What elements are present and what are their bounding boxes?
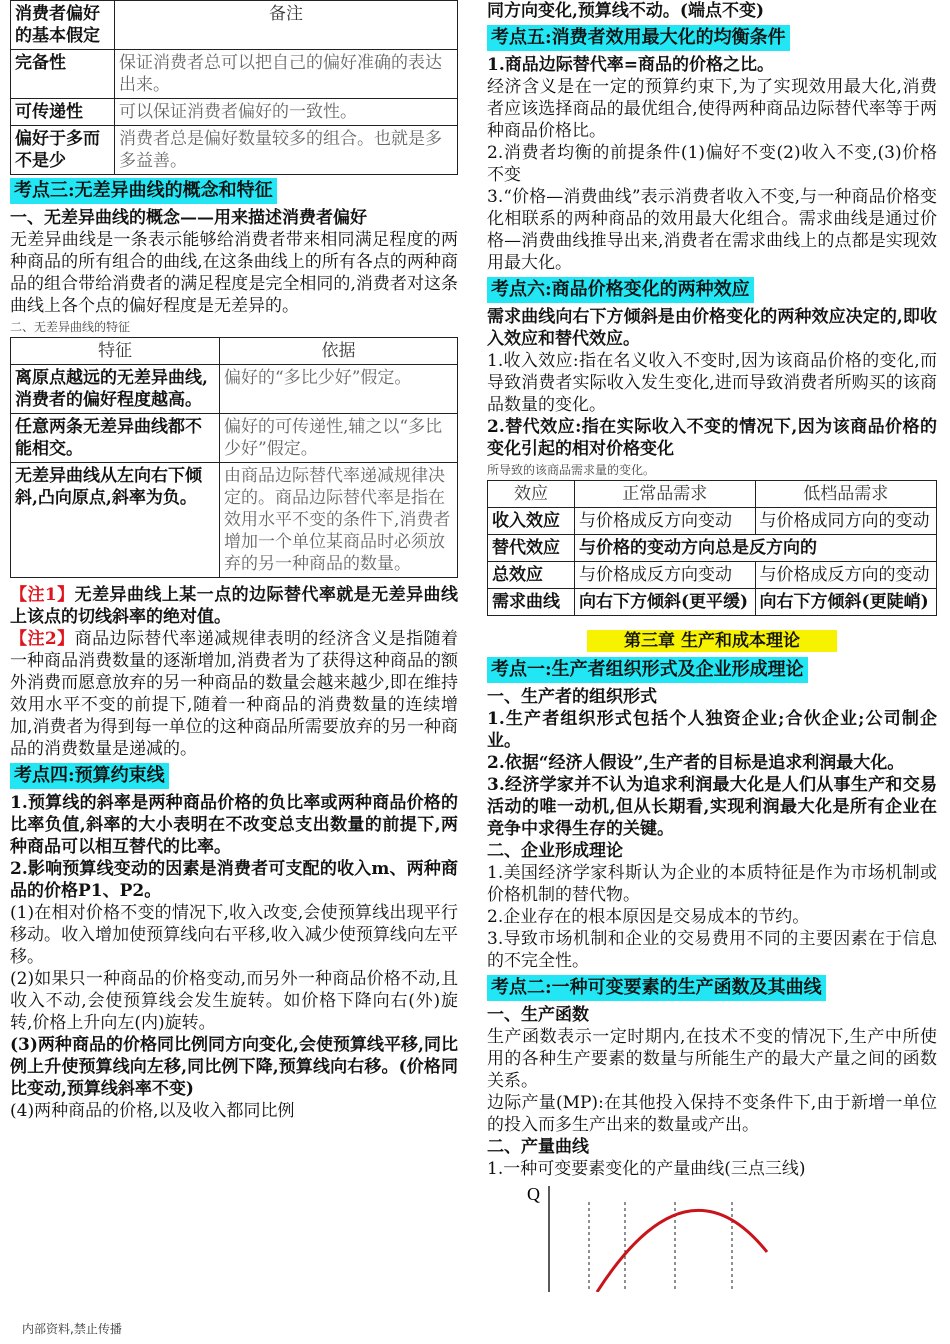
paragraph: 2.消费者均衡的前提条件(1)偏好不变(2)收入不变,(3)价格不变 (487, 143, 937, 185)
table-row (488, 535, 937, 562)
table-cell: 替代效应 (488, 535, 575, 562)
paragraph: 一、生产函数 (487, 1005, 589, 1025)
table-cell: 保证消费者总可以把自己的偏好准确的表达出来。 (115, 50, 458, 99)
table-row (488, 562, 937, 589)
paragraph: 无差异曲线是一条表示能够给消费者带来相同满足程度的两种商品的所有组合的曲线,在这条曲线上的所有各点的两种商品的组合带给消费者的满足程度是完全相同的,消费者对这条曲线上各个点的偏好程度是无差异的。 (10, 230, 458, 316)
paragraph: 2.替代效应:指在实际收入不变的情况下,因为该商品价格的变化引起的相对价格变化 (487, 417, 937, 459)
footer: 内部资料,禁止传播 (22, 1322, 122, 1336)
table-cell: 可以保证消费者偏好的一致性。 (115, 99, 458, 126)
paragraph: 3.经济学家并不认为追求利润最大化是人们从事生产和交易活动的唯一动机,但从长期看,实现利润最大化是所有企业在竞争中求得生存的关键。 (487, 775, 937, 839)
right-column (487, 0, 937, 1316)
paragraph: (2)如果只一种商品的价格变动,而另外一种商品价格不动,且收入不动,会使预算线会发生旋转。如价格下降向右(外)旋转,价格上升向左(内)旋转。 (10, 969, 458, 1033)
table-cell: 偏好的“多比少好”假定。 (220, 365, 458, 414)
paragraph: 1.生产者组织形式包括个人独资企业;合伙企业;公司制企业。 (487, 709, 937, 751)
table-header: 备注 (115, 1, 458, 50)
paragraph: 2.依据“经济人假设”,生产者的目标是追求利润最大化。 (487, 753, 905, 773)
paragraph: 一、生产者的组织形式 (487, 687, 657, 707)
table-row (11, 50, 458, 99)
table-row (488, 589, 937, 616)
table-header: 低档品需求 (755, 481, 936, 508)
table-cell: 任意两条无差异曲线都不能相交。 (11, 414, 220, 463)
table-header: 正常品需求 (575, 481, 756, 508)
paragraph: 2.影响预算线变动的因素是消费者可支配的收入m、两种商品的价格P1、P2。 (10, 859, 458, 901)
price-effect-table (487, 480, 937, 616)
paragraph: 同方向变化,预算线不动。(端点不变) (487, 1, 765, 21)
table-row (11, 414, 458, 463)
table-cell: 与价格成反方向的变动 (755, 562, 936, 589)
preference-assumption-table (10, 0, 458, 175)
left-column (10, 0, 458, 1316)
total-product-curve (597, 1210, 767, 1292)
table-cell: 收入效应 (488, 508, 575, 535)
paragraph: 经济含义是在一定的预算约束下,为了实现效用最大化,消费者应该选择商品的最优组合,使得两种商品边际替代率等于两种商品价格比。 (487, 77, 937, 141)
paragraph: 边际产量(MP):在其他投入保持不变条件下,由于新增一单位的投入而多生产出来的数量或产出。 (487, 1093, 937, 1135)
note-tag: 【注2】 (10, 629, 75, 649)
table-cell: 与价格成反方向变动 (575, 508, 756, 535)
table-row (11, 126, 458, 175)
paragraph: 1.美国经济学家科斯认为企业的本质特征是作为市场机制或价格机制的替代物。 (487, 863, 937, 905)
table-header: 消费者偏好的基本假定 (11, 1, 115, 50)
paragraph: 生产函数表示一定时期内,在技术不变的情况下,生产中所使用的各种生产要素的数量与所能生产的最大产量之间的函数关系。 (487, 1027, 937, 1091)
paragraph: 二、产量曲线 (487, 1137, 589, 1157)
paragraph: 3.“价格—消费曲线”表示消费者收入不变,与一种商品价格变化相联系的两种商品的效用最大化组合。需求曲线是通过价格—消费曲线推导出来,消费者在需求曲线上的点都是实现效用最大化。 (487, 187, 937, 273)
indifference-curve-feature-table (10, 337, 458, 578)
table-header: 特征 (11, 338, 220, 365)
table-cell: 无差异曲线从左向右下倾斜,凸向原点,斜率为负。 (11, 463, 220, 578)
production-curve-figure (487, 1182, 937, 1292)
production-curve-diagram (527, 1182, 907, 1292)
table-cell: 由商品边际替代率递减规律决定的。商品边际替代率是指在效用水平不变的条件下,消费者增加一个单位某商品时必须放弃的另一种商品的数量。 (220, 463, 458, 578)
table-header: 依据 (220, 338, 458, 365)
table-cell: 消费者总是偏好数量较多的组合。也就是多多益善。 (115, 126, 458, 175)
table-cell: 偏好的可传递性,辅之以“多比少好”假定。 (220, 414, 458, 463)
paragraph: 1.收入效应:指在名义收入不变时,因为该商品价格的变化,而导致消费者实际收入发生变化,进而导致消费者所购买的该商品数量的变化。 (487, 351, 937, 415)
section-heading: 考点四:预算约束线 (10, 763, 169, 789)
section-heading: 考点六:商品价格变化的两种效应 (487, 277, 754, 303)
table-row (11, 463, 458, 578)
paragraph: 1.一种可变要素变化的产量曲线(三点三线) (487, 1159, 806, 1179)
table-header: 效应 (488, 481, 575, 508)
table-cell: 与价格成反方向变动 (575, 562, 756, 589)
axis-label-q: Q (527, 1184, 540, 1204)
table-row (11, 99, 458, 126)
section-heading: 考点二:一种可变要素的生产函数及其曲线 (487, 975, 826, 1001)
table-cell: 完备性 (11, 50, 115, 99)
table-cell: 总效应 (488, 562, 575, 589)
paragraph: 一、无差异曲线的概念——用来描述消费者偏好 (10, 208, 367, 228)
table-cell: 向右下方倾斜(更陡峭) (755, 589, 936, 616)
paragraph: (3)两种商品的价格同比例同方向变化,会使预算线平移,同比例上升使预算线向左移,同比例下降,预算线向右移。(价格同比变动,预算线斜率不变) (10, 1035, 458, 1099)
table-row (11, 365, 458, 414)
table-cell: 可传递性 (11, 99, 115, 126)
table-cell: 需求曲线 (488, 589, 575, 616)
table-cell: 向右下方倾斜(更平缓) (575, 589, 756, 616)
table-cell: 与价格成同方向的变动 (755, 508, 936, 535)
note-text: 商品边际替代率递减规律表明的经济含义是指随着一种商品消费数量的逐渐增加,消费者为了获得这种商品的额外消费而愿意放弃的另一种商品的数量会越来越少,即在维持效用水平不变的前提下,随着一种商品的消费数量的连续增加,消费者为得到每一单位的这种商品所需要放弃的另一种商品的消费数量是递减的。 (10, 629, 458, 759)
table-cell: 偏好于多而不是少 (11, 126, 115, 175)
note (10, 628, 458, 760)
section-heading: 考点三:无差异曲线的概念和特征 (10, 178, 277, 204)
table-cell: 与价格的变动方向总是反方向的 (575, 535, 937, 562)
chapter-title: 第三章 生产和成本理论 (587, 630, 837, 652)
paragraph: 二、企业形成理论 (487, 841, 623, 861)
subheading: 二、无差异曲线的特征 (10, 320, 131, 334)
paragraph: (4)两种商品的价格,以及收入都同比例 (10, 1101, 295, 1121)
paragraph: (1)在相对价格不变的情况下,收入改变,会使预算线出现平行移动。收入增加使预算线向右平移,收入减少使预算线向左平移。 (10, 903, 458, 967)
section-heading: 考点一:生产者组织形式及企业形成理论 (487, 657, 808, 683)
paragraph: 1.预算线的斜率是两种商品价格的负比率或两种商品价格的比率负值,斜率的大小表明在不改变总支出数量的前提下,两种商品可以相互替代的比率。 (10, 793, 458, 857)
paragraph: 1.商品边际替代率=商品的价格之比。 (487, 55, 774, 75)
note-text: 无差异曲线上某一点的边际替代率就是无差异曲线上该点的切线斜率的绝对值。 (10, 585, 458, 627)
paragraph: 3.导致市场机制和企业的交易费用不同的主要因素在于信息的不完全性。 (487, 929, 937, 971)
table-row (488, 508, 937, 535)
paragraph: 所导致的该商品需求量的变化。 (487, 463, 656, 477)
note (10, 584, 458, 628)
section-heading: 考点五:消费者效用最大化的均衡条件 (487, 25, 790, 51)
paragraph: 2.企业存在的根本原因是交易成本的节约。 (487, 907, 810, 927)
note-tag: 【注1】 (10, 585, 75, 605)
table-cell: 离原点越远的无差异曲线,消费者的偏好程度越高。 (11, 365, 220, 414)
paragraph: 需求曲线向右下方倾斜是由价格变化的两种效应决定的,即收入效应和替代效应。 (487, 307, 937, 349)
